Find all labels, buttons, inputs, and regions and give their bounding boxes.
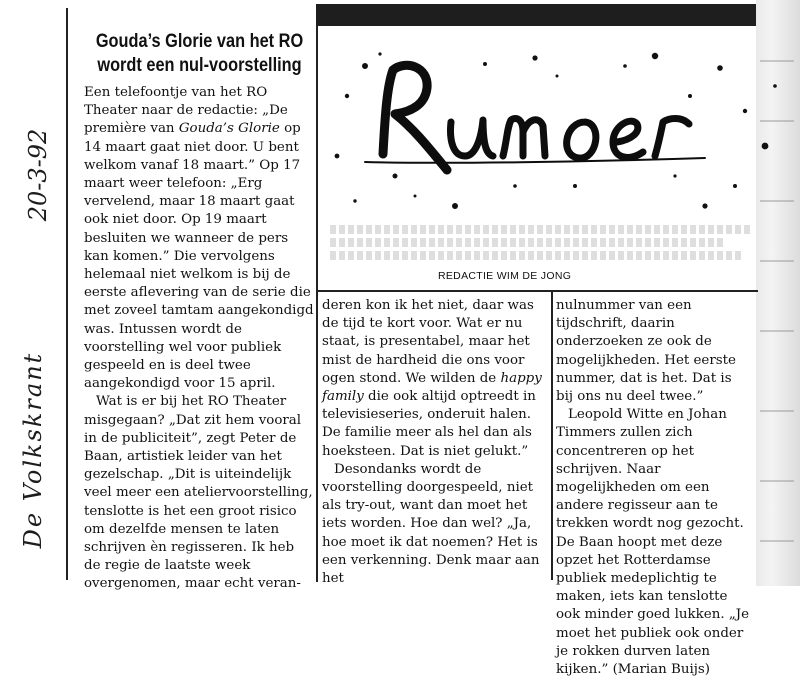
paragraph: deren kon ik het niet, daar was de tijd te kort voor. Wat er nu staat, is presentabel, maar het mist de hardheid die ons voor ogen stond. We wilden de happy family die ook altijd optreedt in televisieseries, onderuit halen. De familie meer als hel dan als hoeksteen. Dat is niet gelukt.” [322, 298, 542, 459]
paragraph: Wat is er bij het RO Theater misgegaan? „Dat zit hem vooral in de publiciteit”, zegt Peter de Baan, artistiek leider van het gezelschap. „Dit is uiteindelijk veel meer een ateliervoorstelling, tenslotte is het een groot risico om dezelfde mensen te laten schrijven èn regisseren. Ik heb de regie de laatste week overgenomen, maar echt veran- [84, 394, 313, 592]
column-rule-outer [66, 8, 68, 580]
handwritten-date: 20-3-92 [24, 128, 52, 222]
column-byline: REDACTIE WIM DE JONG [438, 270, 572, 282]
column-rule-left [316, 26, 318, 582]
column-rule-mid [551, 292, 553, 580]
article-middle-column [322, 297, 548, 588]
article-left-column [84, 30, 314, 594]
paragraph: nulnummer van een tijdschrift, daarin onderzoeken ze ook de mogelijkheden. Het eerste nummer, dat is het. Dat is bij ons nu deel twee.” [556, 298, 736, 405]
ink-splatter-logo [325, 36, 787, 224]
rumoer-logo [325, 36, 787, 224]
svg-text:Rumoer: Rumoer [554, 219, 558, 220]
paragraph: Leopold Witte en Johan Timmers zullen zich concentreren op het schrijven. Naar mogelijkheden om een andere regisseur aan te trekken wordt nog gezocht. De Baan hoopt met deze opzet het Rotterdamse publiek medeplichtig te maken, iets kan tenslotte ook minder goed lukken. „Je moet het publiek ook onder je rokken durven laten kijken.” (Marian Buijs) [556, 407, 750, 678]
article-right-column [556, 297, 752, 679]
article-body-left [84, 84, 314, 594]
section-rule [316, 290, 758, 292]
handwritten-margin-note [6, 120, 60, 560]
handwritten-source: De Volkskrant [19, 351, 47, 549]
paragraph: Desondanks wordt de voorstelling doorgespeeld, niet als try-out, want dan moet het iets worden. Hoe dan wel? „Ja, hoe moet ik dat noemen? Het is een verkenning. Denk maar aan het [322, 461, 540, 587]
article-headline: Gouda’s Glorie van het RO wordt een nul-voorstelling [95, 31, 303, 76]
paragraph: Een telefoontje van het RO Theater naar de redactie: „De première van Gouda’s Glorie op 14 maart gaat niet door. U bent welkom vanaf 18 maart.” Op 17 maart weer telefoon: „Erg vervelend, maar 18 maart gaat ook niet door. Op 19 maart besluiten we wanneer de pers kan komen.” Die vervolgens helemaal niet welkom is bij de eerste aflevering van de serie die met zoveel tamtam aangekondigd was. Intussen wordt de voorstelling wel voor publiek gespeeld en is deel twee aangekondigd voor 15 april. [84, 85, 314, 392]
scan-top-bar [316, 4, 790, 26]
